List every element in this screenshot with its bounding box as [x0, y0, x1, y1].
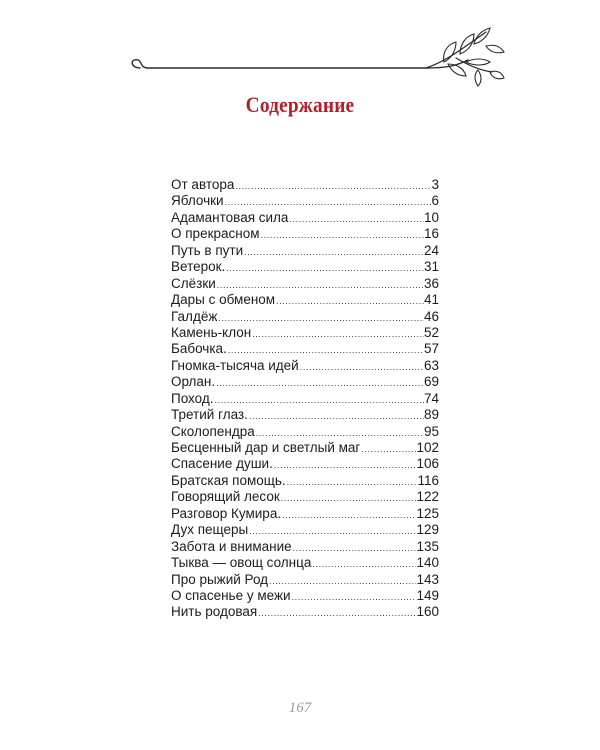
dot-leader — [216, 277, 424, 292]
toc-entry-title: Бесценный дар и светлый маг — [171, 440, 361, 455]
dot-leader — [234, 178, 431, 193]
toc-entry-page: 74 — [423, 390, 439, 406]
toc-entry[interactable] — [171, 473, 439, 489]
toc-entry-page: 129 — [416, 522, 439, 538]
toc-entry-title: От автора — [171, 177, 235, 192]
toc-entry-title: Разговор Кумира. — [171, 505, 282, 521]
laurel-branch-icon — [126, 24, 506, 88]
toc-entry[interactable] — [171, 440, 439, 456]
dot-leader — [215, 375, 424, 390]
dot-leader — [214, 392, 424, 407]
dot-leader — [292, 540, 417, 555]
toc-entry-title: Нить родовая — [171, 604, 258, 620]
toc-entry-page: 160 — [416, 604, 439, 620]
toc-entry-page: 69 — [423, 374, 439, 390]
dot-leader — [243, 244, 424, 259]
toc-entry[interactable] — [171, 243, 439, 259]
dot-leader — [286, 474, 418, 489]
toc-entry[interactable] — [171, 489, 439, 505]
toc-entry-title: Путь в пути — [171, 242, 244, 258]
dot-leader — [288, 211, 424, 226]
toc-entry-page: 95 — [423, 423, 439, 439]
toc-entry[interactable] — [171, 604, 439, 620]
toc-entry[interactable] — [171, 572, 439, 588]
toc-entry-page: 3 — [431, 177, 439, 192]
toc-entry-page: 122 — [416, 489, 439, 505]
toc-entry[interactable] — [171, 391, 439, 407]
toc-entry-title: Орлан. — [171, 374, 216, 390]
toc-entry-page: 16 — [423, 226, 439, 242]
toc-entry[interactable] — [171, 341, 439, 357]
toc-entry-title: Адамантовая сила — [171, 209, 289, 225]
toc-entry-title: Дары с обменом — [171, 292, 276, 308]
toc-entry[interactable] — [171, 259, 439, 275]
dot-leader — [217, 310, 424, 325]
toc-entry-title: Про рыжий Род — [171, 571, 269, 587]
toc-entry-page: 125 — [416, 505, 439, 521]
toc-entry[interactable] — [171, 588, 439, 604]
toc-entry-title: О спасенье у межи — [171, 587, 291, 603]
toc-entry[interactable] — [171, 292, 439, 308]
toc-entry[interactable] — [171, 424, 439, 440]
page-title: Содержание — [245, 92, 355, 117]
dot-leader — [299, 359, 424, 374]
toc-entry-title: Дух пещеры — [171, 522, 249, 538]
toc-entry-title: Говорящий лесок — [171, 489, 280, 505]
dot-leader — [268, 573, 416, 588]
toc-entry-title: Братская помощь. — [171, 472, 286, 488]
dot-leader — [360, 441, 416, 456]
dot-leader — [291, 589, 417, 604]
toc-entry[interactable] — [171, 193, 439, 209]
dot-leader — [260, 227, 424, 242]
toc-entry[interactable] — [171, 522, 439, 538]
toc-entry-title: Бабочка. — [171, 341, 227, 357]
toc-entry[interactable] — [171, 374, 439, 390]
dot-leader — [273, 457, 417, 472]
toc-entry-page: 31 — [423, 259, 439, 275]
toc-entry[interactable] — [171, 325, 439, 341]
toc-entry-title: Камень-клон — [171, 324, 252, 340]
toc-entry-title: Яблочки — [171, 193, 224, 209]
toc-entry-title: Слёзки — [171, 275, 216, 291]
toc-entry-title: Гномка-тысяча идей — [171, 357, 299, 373]
toc-entry-title: Галдёж — [171, 308, 218, 324]
toc-entry-page: 52 — [423, 324, 439, 340]
dot-leader — [225, 260, 424, 275]
dot-leader — [280, 490, 417, 505]
toc-entry-page: 57 — [423, 341, 439, 357]
toc-entry[interactable] — [171, 226, 439, 242]
toc-entry-page: 63 — [423, 357, 439, 373]
dot-leader — [275, 293, 424, 308]
toc-entry-page: 116 — [417, 472, 439, 488]
toc-entry[interactable] — [171, 407, 439, 423]
toc-entry-title: О прекрасном — [171, 226, 260, 242]
toc-entry-title: Сколопендра — [171, 423, 255, 439]
toc-entry-page: 41 — [423, 292, 439, 308]
toc-entry-page: 149 — [416, 587, 439, 603]
toc-entry[interactable] — [171, 276, 439, 292]
toc-entry-page: 106 — [416, 456, 439, 472]
toc-entry-title: Ветерок. — [171, 259, 226, 275]
toc-entry[interactable] — [171, 456, 439, 472]
toc-entry[interactable] — [171, 539, 439, 555]
page-number: 167 — [288, 700, 312, 716]
toc-entry-page: 36 — [423, 275, 439, 291]
toc-entry[interactable] — [171, 506, 439, 522]
dot-leader — [251, 326, 424, 341]
dot-leader — [227, 342, 424, 357]
dot-leader — [311, 556, 416, 571]
toc-entry-page: 135 — [416, 538, 439, 554]
toc-entry[interactable] — [171, 210, 439, 226]
toc-entry-page: 102 — [416, 440, 439, 455]
toc-entry-title: Спасение души. — [171, 456, 273, 472]
toc-entry-title: Поход. — [171, 390, 214, 406]
toc-entry-page: 143 — [416, 571, 439, 587]
toc-entry-title: Тыква — овощ солнца — [171, 555, 312, 571]
toc-entry-page: 10 — [423, 209, 439, 225]
toc-entry-page: 6 — [431, 193, 439, 209]
dot-leader — [248, 523, 416, 538]
dot-leader — [281, 507, 416, 522]
toc-entry-page: 140 — [416, 555, 439, 571]
toc-entry[interactable] — [171, 309, 439, 325]
table-of-contents — [171, 177, 439, 621]
toc-entry[interactable] — [171, 555, 439, 571]
toc-entry[interactable] — [171, 358, 439, 374]
dot-leader — [224, 194, 432, 209]
dot-leader — [255, 425, 424, 440]
toc-entry[interactable] — [171, 177, 439, 193]
toc-entry-page: 46 — [423, 308, 439, 324]
toc-entry-page: 89 — [423, 407, 439, 423]
dot-leader — [257, 605, 416, 620]
toc-entry-title: Забота и внимание — [171, 538, 292, 554]
toc-entry-title: Третий глаз. — [171, 407, 248, 423]
dot-leader — [248, 408, 424, 423]
toc-entry-page: 24 — [423, 242, 439, 258]
